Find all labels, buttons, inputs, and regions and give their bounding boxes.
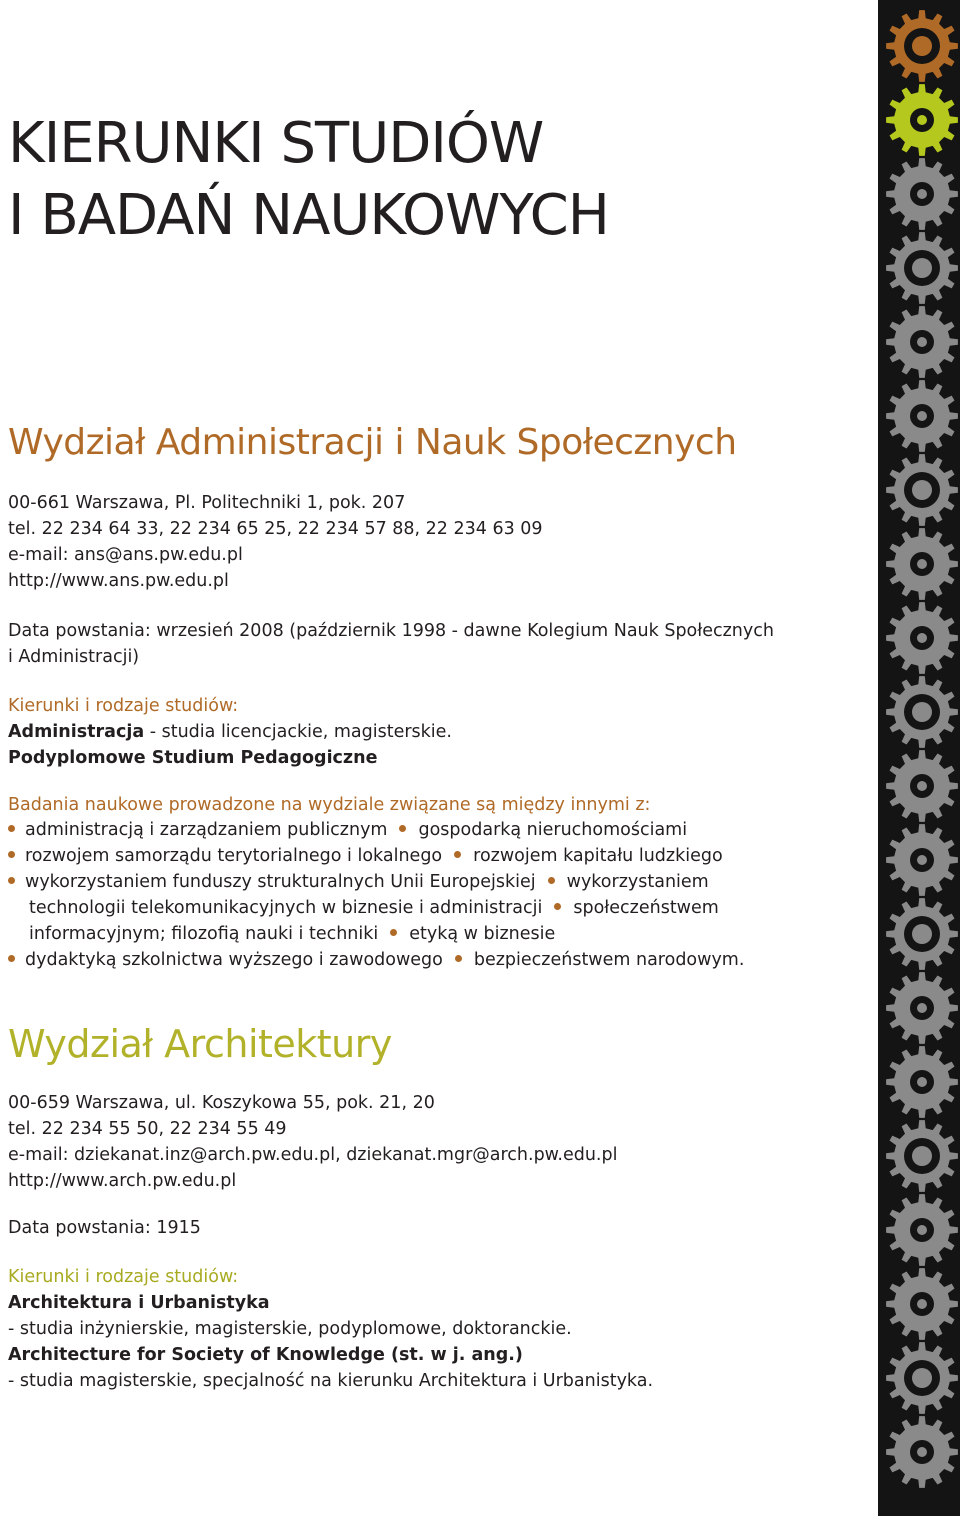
research-item: administracją i zarządzaniem publicznym	[25, 820, 388, 840]
gear-icon	[884, 1414, 960, 1490]
gear-icon	[884, 748, 960, 824]
research-item: społeczeństwem	[573, 898, 719, 918]
bullet-icon	[8, 825, 15, 832]
research-item: bezpieczeństwem narodowym.	[473, 950, 745, 970]
faculty-2-address: 00-659 Warszawa, ul. Koszykowa 55, pok. 21, 20	[8, 1093, 435, 1113]
gear-icon	[884, 1118, 960, 1194]
bullet-icon	[548, 877, 555, 884]
bullet-icon	[8, 955, 15, 962]
gear-icon	[884, 526, 960, 602]
research-row	[8, 869, 709, 895]
research-item: rozwojem kapitału ludzkiego	[473, 846, 723, 866]
faculty-2-name: Wydział Architektury	[8, 1022, 392, 1066]
faculty-1-founded-line-2: i Administracji)	[8, 647, 140, 667]
title-line-1: KIERUNKI STUDIÓW	[8, 111, 544, 176]
research-row	[29, 895, 719, 921]
research-item: technologii telekomunikacyjnych w biznesie i administracji	[29, 898, 543, 918]
faculty-1-email[interactable]: e-mail: ans@ans.pw.edu.pl	[8, 545, 243, 565]
research-row	[8, 843, 723, 869]
faculty-2-website[interactable]: http://www.arch.pw.edu.pl	[8, 1171, 237, 1191]
faculty-1-founded-line-1: Data powstania: wrzesień 2008 (październik 1998 - dawne Kolegium Nauk Społecznych	[8, 621, 774, 641]
bullet-icon	[399, 825, 406, 832]
research-row	[8, 947, 744, 973]
gear-icon	[884, 674, 960, 750]
gear-icon	[884, 1192, 960, 1268]
gear-icon	[884, 822, 960, 898]
faculty-2-program-1-name: Architektura i Urbanistyka	[8, 1293, 270, 1313]
faculty-1-website[interactable]: http://www.ans.pw.edu.pl	[8, 571, 229, 591]
gear-icon	[884, 452, 960, 528]
faculty-2-phone: tel. 22 234 55 50, 22 234 55 49	[8, 1119, 287, 1139]
faculty-2-email[interactable]: e-mail: dziekanat.inz@arch.pw.edu.pl, dziekanat.mgr@arch.pw.edu.pl	[8, 1145, 618, 1165]
gear-icon	[884, 1266, 960, 1342]
gear-icon	[884, 896, 960, 972]
research-item: informacyjnym; filozofią nauki i techniki	[29, 924, 379, 944]
faculty-1-programs-label: Kierunki i rodzaje studiów:	[8, 696, 239, 716]
bullet-icon	[454, 851, 461, 858]
research-item: dydaktyką szkolnictwa wyższego i zawodowego	[25, 950, 443, 970]
research-row	[29, 921, 555, 947]
faculty-2-founded: Data powstania: 1915	[8, 1218, 201, 1238]
faculty-1-research-label: Badania naukowe prowadzone na wydziale związane są między innymi z:	[8, 795, 651, 815]
research-row	[8, 817, 687, 843]
gear-icon	[884, 230, 960, 306]
gear-icon	[884, 1340, 960, 1416]
bullet-icon	[455, 955, 462, 962]
gear-icon	[884, 82, 960, 158]
faculty-2-program-2-desc: - studia magisterskie, specjalność na kierunku Architektura i Urbanistyka.	[8, 1371, 654, 1391]
bullet-icon	[554, 903, 561, 910]
gear-icon	[884, 1044, 960, 1120]
program-desc: - studia licencjackie, magisterskie.	[144, 722, 452, 742]
bullet-icon	[390, 929, 397, 936]
bullet-icon	[8, 877, 15, 884]
gear-icon	[884, 8, 960, 84]
faculty-1-program-1	[8, 719, 452, 745]
gear-icon	[884, 156, 960, 232]
gear-icon	[884, 600, 960, 676]
faculty-2-program-1-desc: - studia inżynierskie, magisterskie, podyplomowe, doktoranckie.	[8, 1319, 572, 1339]
bullet-icon	[8, 851, 15, 858]
faculty-1-address: 00-661 Warszawa, Pl. Politechniki 1, pok. 207	[8, 493, 406, 513]
faculty-2-program-2-name: Architecture for Society of Knowledge (st. w j. ang.)	[8, 1345, 523, 1365]
program-name: Administracja	[8, 722, 145, 742]
gear-icon	[884, 304, 960, 380]
title-line-2: I BADAŃ NAUKOWYCH	[8, 183, 609, 248]
gear-icon	[884, 378, 960, 454]
research-item: rozwojem samorządu terytorialnego i lokalnego	[25, 846, 443, 866]
research-item: wykorzystaniem	[566, 872, 709, 892]
page-title	[8, 108, 609, 252]
faculty-1-name: Wydział Administracji i Nauk Społecznych	[8, 422, 737, 463]
research-item: wykorzystaniem funduszy strukturalnych Unii Europejskiej	[25, 872, 536, 892]
faculty-2-programs-label: Kierunki i rodzaje studiów:	[8, 1267, 239, 1287]
research-item: gospodarką nieruchomościami	[418, 820, 688, 840]
research-item: etyką w biznesie	[409, 924, 556, 944]
faculty-1-program-2: Podyplomowe Studium Pedagogiczne	[8, 748, 378, 768]
faculty-1-phone: tel. 22 234 64 33, 22 234 65 25, 22 234 57 88, 22 234 63 09	[8, 519, 543, 539]
gear-icon	[884, 970, 960, 1046]
